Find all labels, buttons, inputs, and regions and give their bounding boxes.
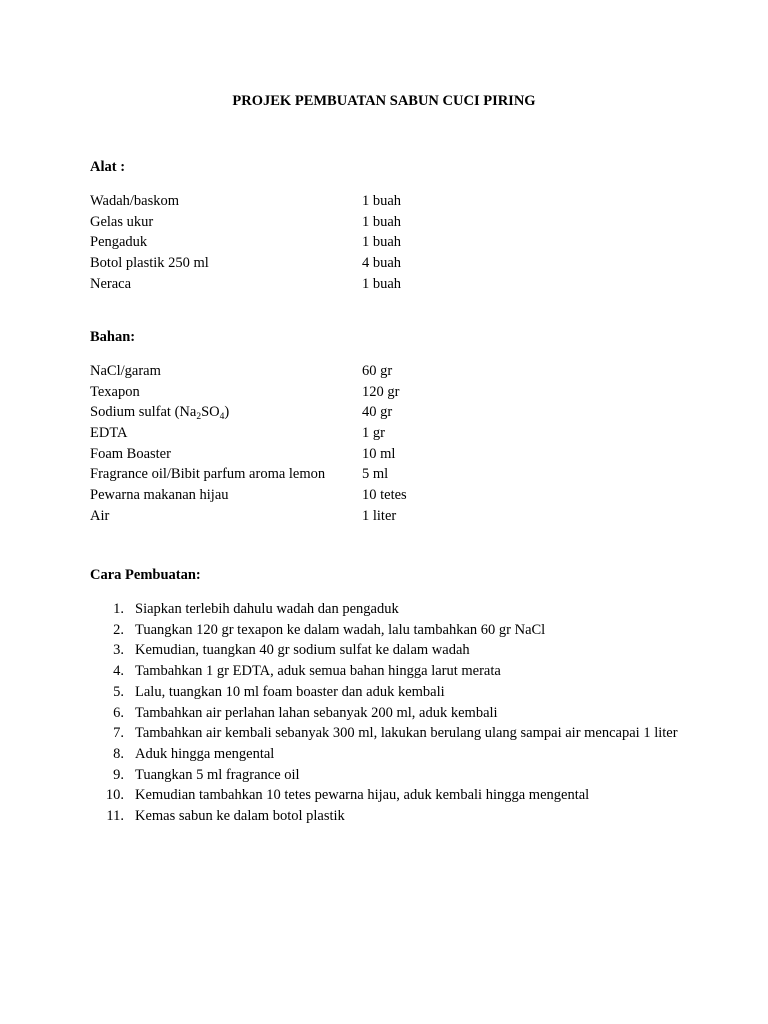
bahan-name-mid: SO (201, 404, 220, 421)
list-item (90, 765, 690, 786)
alat-row (90, 274, 690, 295)
alat-table (90, 191, 690, 294)
step-text: Tuangkan 120 gr texapon ke dalam wadah, lalu tambahkan 60 gr NaCl (135, 621, 546, 638)
step-number: 6. (113, 704, 124, 721)
bahan-qty: 1 liter (362, 507, 397, 524)
cara-heading: Cara Pembuatan: (90, 567, 201, 583)
list-item (90, 744, 690, 765)
bahan-name: Foam Boaster (90, 445, 171, 462)
list-item (90, 723, 690, 744)
bahan-name: Pewarna makanan hijau (90, 487, 229, 504)
step-text: Kemudian, tuangkan 40 gr sodium sulfat ke dalam wadah (135, 642, 470, 659)
bahan-qty: 10 tetes (362, 487, 407, 504)
step-number: 2. (113, 621, 124, 638)
bahan-row (90, 444, 690, 465)
bahan-row (90, 464, 690, 485)
bahan-row (90, 361, 690, 382)
alat-heading: Alat : (90, 159, 126, 175)
alat-name: Botol plastik 250 ml (90, 255, 209, 272)
bahan-name-suffix: ) (224, 404, 230, 421)
step-number: 1. (113, 601, 124, 617)
bahan-qty: 10 ml (362, 445, 396, 462)
bahan-row (90, 423, 690, 444)
bahan-qty: 1 gr (362, 425, 385, 442)
alat-row (90, 191, 690, 212)
step-text: Kemudian tambahkan 10 tetes pewarna hijau, aduk kembali hingga mengental (135, 787, 590, 804)
list-item (90, 682, 690, 703)
alat-qty: 1 buah (362, 213, 402, 230)
step-number: 9. (113, 766, 124, 783)
subscript-4: 4 (219, 412, 225, 423)
bahan-row (90, 506, 690, 527)
bahan-heading: Bahan: (90, 329, 136, 345)
step-text: Tambahkan air kembali sebanyak 300 ml, lakukan berulang ulang sampai air mencapai 1 liter (135, 725, 678, 742)
step-text: Tambahkan 1 gr EDTA, aduk semua bahan hingga larut merata (135, 663, 501, 680)
list-item (90, 620, 690, 641)
document-title: PROJEK PEMBUATAN SABUN CUCI PIRING (232, 93, 536, 109)
steps-list (90, 599, 690, 827)
alat-row (90, 253, 690, 274)
step-text: Lalu, tuangkan 10 ml foam boaster dan aduk kembali (135, 683, 445, 700)
bahan-qty: 5 ml (362, 466, 389, 483)
bahan-table (90, 361, 690, 527)
step-text: Kemas sabun ke dalam botol plastik (135, 808, 345, 825)
bahan-name: EDTA (90, 425, 128, 442)
bahan-name: Fragrance oil/Bibit parfum aroma lemon (90, 466, 326, 483)
step-number: 10. (105, 787, 124, 804)
bahan-qty: 60 gr (362, 363, 393, 379)
alat-name: Pengaduk (90, 234, 148, 251)
bahan-row (90, 382, 690, 403)
step-text: Siapkan terlebih dahulu wadah dan pengaduk (135, 601, 399, 617)
bahan-row (90, 402, 690, 423)
bahan-qty: 40 gr (362, 404, 393, 421)
step-number: 8. (113, 745, 124, 762)
alat-name: Wadah/baskom (90, 193, 180, 209)
bahan-name-chemical (90, 402, 229, 423)
alat-qty: 1 buah (362, 234, 402, 251)
bahan-qty: 120 gr (362, 383, 400, 400)
list-item (90, 806, 690, 827)
alat-qty: 4 buah (362, 255, 402, 272)
alat-row (90, 212, 690, 233)
bahan-name: Texapon (90, 383, 140, 400)
step-number: 11. (106, 808, 124, 825)
alat-qty: 1 buah (362, 193, 402, 209)
list-item (90, 661, 690, 682)
step-number: 4. (113, 663, 124, 680)
bahan-name-prefix: Sodium sulfat (Na (90, 404, 197, 421)
alat-qty: 1 buah (362, 275, 402, 292)
step-number: 3. (113, 642, 124, 659)
step-text: Tambahkan air perlahan lahan sebanyak 200 ml, aduk kembali (135, 704, 498, 721)
alat-row (90, 232, 690, 253)
step-text: Tuangkan 5 ml fragrance oil (135, 766, 300, 783)
alat-name: Gelas ukur (90, 213, 154, 230)
step-text: Aduk hingga mengental (135, 745, 275, 762)
alat-name: Neraca (90, 275, 132, 292)
bahan-name: Air (90, 507, 110, 524)
list-item (90, 785, 690, 806)
list-item (90, 703, 690, 724)
bahan-name: NaCl/garam (90, 363, 161, 379)
list-item (90, 640, 690, 661)
list-item (90, 599, 690, 620)
step-number: 5. (113, 683, 124, 700)
step-number: 7. (113, 725, 124, 742)
subscript-2: 2 (196, 412, 202, 423)
bahan-row (90, 485, 690, 506)
